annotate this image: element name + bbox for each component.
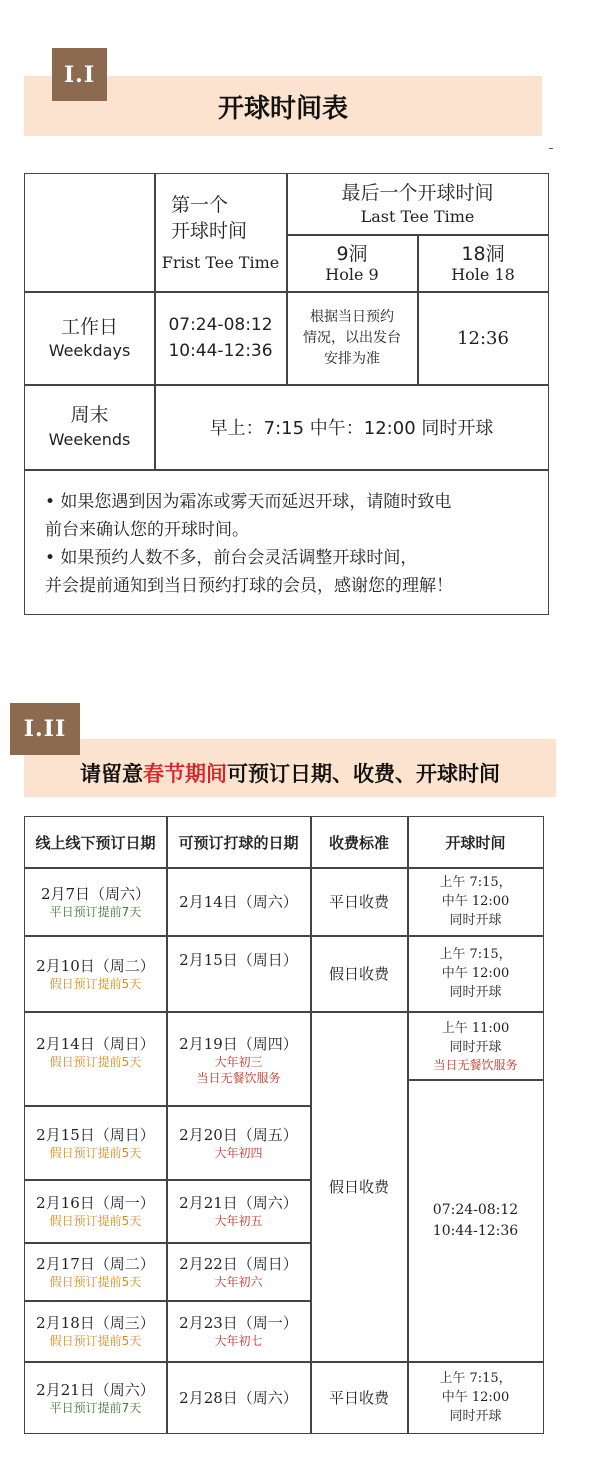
section1-tag: I.I — [52, 48, 107, 101]
play-cell — [167, 1243, 310, 1300]
title-post: 可预订日期、收费、开球时间 — [227, 762, 500, 786]
tee-line: 上午 11:00 — [441, 1020, 510, 1036]
fee-cell — [311, 1362, 407, 1433]
title-highlight-spring: 春节 — [143, 762, 185, 786]
play-date: 2月21日（周六） — [179, 1194, 298, 1212]
booking-date: 2月18日（周三） — [36, 1314, 155, 1332]
last-tee-en: Last Tee Time — [360, 207, 475, 226]
booking-note: 假日预订提前5天 — [49, 976, 142, 991]
play-cell — [167, 1106, 310, 1179]
tee-line: 中午 12:00 — [441, 1390, 510, 1405]
play-date: 2月28日（周六） — [179, 1388, 298, 1407]
tee-time-cell-holiday — [408, 1081, 543, 1361]
tee-time-cell — [408, 936, 543, 1011]
booking-note: 平日预订提前7天 — [49, 904, 142, 919]
tee-time-cell — [408, 868, 543, 935]
tee-line: 10:44-12:36 — [432, 1223, 519, 1239]
note-line: • 如果您遇到因为霜冻或雾天而延迟开球，请随时致电 — [45, 492, 452, 512]
fee-text: 平日收费 — [328, 1389, 389, 1407]
booking-cell — [25, 1362, 166, 1433]
note-line: 前台来确认您的开球时间。 — [45, 520, 249, 540]
play-cell — [167, 868, 310, 935]
section2-title — [24, 750, 556, 796]
divider-mark — [549, 148, 553, 149]
hole9-cn: 9洞 — [336, 242, 368, 265]
header-play-date — [167, 817, 310, 867]
tee-line: 中午 12:00 — [441, 894, 510, 909]
play-note: 大年初六 — [214, 1274, 263, 1289]
booking-date: 2月14日（周日） — [36, 1035, 155, 1053]
fee-cell — [311, 936, 407, 1011]
play-date: 2月19日（周四） — [179, 1035, 298, 1053]
play-date: 2月14日（周六） — [179, 892, 298, 911]
hole9-en: Hole 9 — [325, 264, 379, 284]
first-tee-cn-1: 第一个 — [171, 193, 229, 216]
weekends-label — [25, 385, 154, 469]
weekdays-first-2: 10:44-12:36 — [168, 341, 273, 361]
weekdays-first-1: 07:24-08:12 — [168, 315, 273, 335]
booking-date: 2月10日（周二） — [36, 956, 155, 975]
weekdays-en: Weekdays — [48, 341, 131, 360]
booking-note: 平日预订提前7天 — [49, 1400, 142, 1415]
section1-title: 开球时间表 — [217, 93, 348, 124]
weekends-en: Weekends — [48, 430, 131, 449]
booking-date: 2月15日（周日） — [36, 1125, 155, 1144]
tee-time-notes — [45, 488, 453, 600]
play-note: 大年初五 — [214, 1214, 263, 1228]
tee-time-cell — [408, 1362, 543, 1433]
header-booking-date — [25, 817, 166, 867]
booking-date: 2月21日（周六） — [36, 1380, 155, 1399]
weekdays-hole18-time: 12:36 — [457, 327, 509, 349]
booking-date: 2月7日（周六） — [40, 884, 151, 903]
weekdays-first-tee — [155, 292, 286, 384]
weekdays-label — [25, 292, 154, 384]
weekdays-hole9-3: 安排为准 — [324, 350, 380, 367]
hole18-en: Hole 18 — [451, 264, 515, 284]
note-line: 并会提前通知到当日预约打球的会员，感谢您的理解！ — [45, 576, 453, 596]
play-note: 当日无餐饮服务 — [196, 1071, 281, 1085]
header-text: 收费标准 — [328, 833, 389, 852]
booking-date: 2月16日（周一） — [36, 1194, 155, 1212]
fee-cell-holiday — [311, 1012, 407, 1361]
fee-text: 假日收费 — [328, 965, 389, 983]
booking-cell — [25, 1012, 166, 1105]
weekends-time — [155, 385, 548, 469]
tee-line: 同时开球 — [449, 1409, 502, 1424]
first-tee-header — [155, 174, 286, 291]
tee-line: 上午 7:15， — [439, 1371, 512, 1386]
hole9-header — [287, 236, 417, 291]
booking-note: 假日预订提前5天 — [49, 1055, 142, 1069]
first-tee-en: Frist Tee Time — [161, 252, 280, 272]
tee-note: 当日无餐饮服务 — [433, 1057, 518, 1072]
header-text: 可预订打球的日期 — [178, 833, 299, 852]
weekdays-hole9-1: 根据当日预约 — [310, 308, 394, 325]
booking-cell — [25, 1180, 166, 1242]
play-date: 2月22日（周日） — [179, 1254, 298, 1273]
tee-line: 同时开球 — [449, 985, 502, 1000]
play-date: 2月23日（周一） — [179, 1314, 298, 1332]
weekdays-hole18 — [418, 292, 548, 384]
fee-cell — [311, 868, 407, 935]
play-date: 2月20日（周五） — [179, 1125, 298, 1144]
booking-cell — [25, 1106, 166, 1179]
play-note: 大年初三 — [214, 1055, 263, 1069]
booking-date: 2月17日（周二） — [36, 1254, 155, 1273]
play-cell — [167, 1362, 310, 1433]
play-note: 大年初四 — [214, 1145, 263, 1160]
section2-tag: I.II — [10, 703, 80, 755]
play-cell — [167, 1180, 310, 1242]
hole18-header — [418, 236, 548, 291]
header-tee-time — [408, 817, 543, 867]
note-line: • 如果预约人数不多，前台会灵活调整开球时间， — [45, 548, 418, 568]
play-cell — [167, 1012, 310, 1105]
booking-cell — [25, 1301, 166, 1361]
tee-line: 07:24-08:12 — [432, 1202, 519, 1218]
first-tee-cn-2: 开球时间 — [171, 219, 248, 242]
play-note: 大年初七 — [214, 1334, 263, 1348]
tee-time-cell — [408, 1012, 543, 1079]
hole18-cn: 18洞 — [461, 242, 505, 265]
last-tee-header — [287, 174, 548, 234]
tee-line: 同时开球 — [449, 913, 502, 928]
booking-cell — [25, 936, 166, 1011]
weekends-text: 早上：7:15 中午：12:00 同时开球 — [209, 418, 494, 439]
booking-note: 假日预订提前5天 — [49, 1145, 142, 1160]
header-fee — [311, 817, 407, 867]
booking-note: 假日预订提前5天 — [49, 1214, 142, 1228]
fee-text: 平日收费 — [328, 893, 389, 911]
header-text: 线上线下预订日期 — [35, 833, 156, 852]
title-pre: 请留意 — [80, 762, 143, 786]
booking-cell — [25, 868, 166, 935]
last-tee-cn: 最后一个开球时间 — [341, 182, 494, 204]
tee-line: 上午 7:15， — [439, 947, 512, 962]
tee-line: 中午 12:00 — [441, 966, 510, 981]
weekends-cn: 周末 — [70, 404, 109, 426]
title-highlight-period: 期间 — [185, 762, 227, 786]
weekdays-hole9 — [287, 292, 417, 384]
play-date: 2月15日（周日） — [179, 951, 298, 969]
fee-text: 假日收费 — [328, 1178, 389, 1196]
booking-cell — [25, 1243, 166, 1300]
weekdays-hole9-2: 情况，以出发台 — [303, 329, 401, 346]
booking-note: 假日预订提前5天 — [49, 1334, 142, 1348]
play-cell — [167, 936, 310, 1011]
tee-line: 同时开球 — [449, 1039, 502, 1055]
tee-line: 上午 7:15， — [439, 875, 512, 890]
spring-festival-table — [24, 816, 544, 1434]
booking-note: 假日预订提前5天 — [49, 1274, 142, 1289]
weekdays-cn: 工作日 — [60, 316, 118, 338]
play-cell — [167, 1301, 310, 1361]
header-text: 开球时间 — [445, 833, 506, 852]
divider — [25, 469, 548, 471]
